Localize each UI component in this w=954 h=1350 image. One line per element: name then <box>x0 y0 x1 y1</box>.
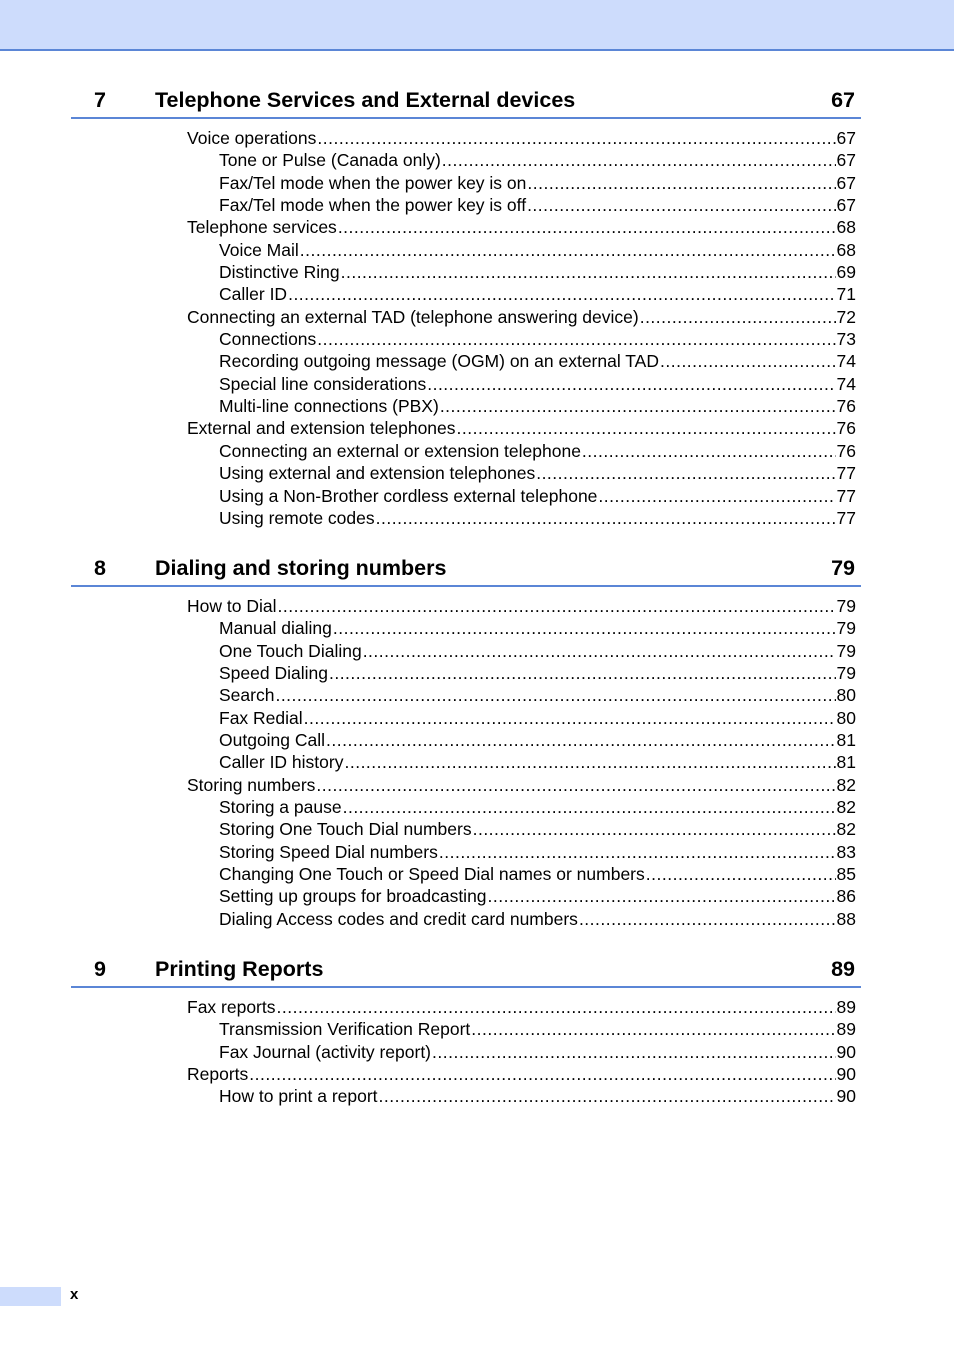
entry-title: Fax/Tel mode when the power key is off <box>219 195 527 216</box>
toc-subsection-entry[interactable] <box>219 1018 856 1040</box>
dot-leader <box>333 617 836 639</box>
toc-subsection-entry[interactable] <box>219 172 856 194</box>
toc-subsection-entry[interactable] <box>219 751 856 773</box>
toc-section-entry[interactable] <box>187 774 856 796</box>
dot-leader <box>527 172 835 194</box>
toc-section-entry[interactable] <box>187 306 856 328</box>
entry-title: Caller ID <box>219 284 288 305</box>
toc-subsection-entry[interactable] <box>219 1085 856 1107</box>
entry-page-number: 89 <box>836 1019 856 1040</box>
entry-page-number: 73 <box>836 329 856 350</box>
footer-tab <box>0 1287 61 1306</box>
toc-subsection-entry[interactable] <box>219 373 856 395</box>
entry-title: Recording outgoing message (OGM) on an external TAD <box>219 351 659 372</box>
toc-subsection-entry[interactable] <box>219 395 856 417</box>
dot-leader <box>598 485 835 507</box>
entry-page-number: 89 <box>836 997 856 1017</box>
entry-title: Fax reports <box>187 997 276 1017</box>
toc-subsection-entry[interactable] <box>219 328 856 350</box>
dot-leader <box>379 1085 836 1107</box>
dot-leader <box>579 908 836 930</box>
toc-subsection-entry[interactable] <box>219 507 856 529</box>
entry-title: Using remote codes <box>219 507 375 528</box>
dot-leader <box>640 306 836 328</box>
dot-leader <box>275 684 835 706</box>
entry-page-number: 68 <box>836 239 856 260</box>
entry-page-number: 82 <box>836 797 856 818</box>
dot-leader <box>376 507 836 529</box>
entry-page-number: 74 <box>836 351 856 372</box>
dot-leader <box>288 283 835 305</box>
chapter-page: 79 <box>831 556 855 580</box>
dot-leader <box>439 841 836 863</box>
dot-leader <box>341 261 836 283</box>
toc-subsection-entry[interactable] <box>219 640 856 662</box>
dot-leader <box>582 440 836 462</box>
entry-page-number: 67 <box>836 172 856 193</box>
entry-page-number: 81 <box>836 752 856 773</box>
dot-leader <box>457 417 836 439</box>
toc-subsection-entry[interactable] <box>219 863 856 885</box>
entry-page-number: 90 <box>836 1041 856 1062</box>
toc-subsection-entry[interactable] <box>219 1041 856 1063</box>
dot-leader <box>304 707 836 729</box>
dot-leader <box>471 1018 835 1040</box>
entry-title: Multi-line connections (PBX) <box>219 396 439 417</box>
entry-title: How to Dial <box>187 596 277 616</box>
dot-leader <box>329 662 836 684</box>
toc-subsection-entry[interactable] <box>219 239 856 261</box>
chapter-page: 67 <box>831 88 855 112</box>
dot-leader <box>646 863 836 885</box>
chapter-number: 8 <box>94 556 106 580</box>
toc-subsection-entry[interactable] <box>219 729 856 751</box>
entry-page-number: 82 <box>836 774 856 795</box>
toc-subsection-entry[interactable] <box>219 440 856 462</box>
entry-page-number: 79 <box>836 596 856 616</box>
chapter-title: Telephone Services and External devices <box>155 88 576 112</box>
entry-page-number: 76 <box>836 418 856 439</box>
entry-page-number: 67 <box>836 195 856 216</box>
entry-page-number: 68 <box>836 217 856 238</box>
toc-subsection-entry[interactable] <box>219 707 856 729</box>
toc-subsection-entry[interactable] <box>219 684 856 706</box>
entry-title: Using a Non-Brother cordless external telephone <box>219 485 598 506</box>
entry-title: Storing numbers <box>187 774 316 795</box>
entry-page-number: 83 <box>836 841 856 862</box>
dot-leader <box>536 462 835 484</box>
toc-section-entry[interactable] <box>187 127 856 149</box>
dot-leader <box>277 996 836 1018</box>
entry-page-number: 72 <box>836 306 856 327</box>
toc-section-entry[interactable] <box>187 996 856 1018</box>
toc-subsection-entry[interactable] <box>219 841 856 863</box>
dot-leader <box>488 885 836 907</box>
toc-subsection-entry[interactable] <box>219 350 856 372</box>
entry-page-number: 81 <box>836 730 856 751</box>
entry-title: Distinctive Ring <box>219 262 340 283</box>
footer-page-label: x <box>70 1286 79 1303</box>
dot-leader <box>660 350 836 372</box>
entry-page-number: 69 <box>836 262 856 283</box>
entry-page-number: 90 <box>836 1064 856 1085</box>
entry-title: Search <box>219 685 275 706</box>
toc-section-entry[interactable] <box>187 1063 856 1085</box>
toc-subsection-entry[interactable] <box>219 283 856 305</box>
dot-leader <box>432 1041 836 1063</box>
toc-subsection-entry[interactable] <box>219 662 856 684</box>
entry-title: Storing Speed Dial numbers <box>219 841 438 862</box>
entry-title: Connecting an external or extension telephone <box>219 440 581 461</box>
dot-leader <box>344 751 835 773</box>
dot-leader <box>326 729 835 751</box>
entry-page-number: 67 <box>836 150 856 171</box>
dot-leader <box>338 216 836 238</box>
entry-title: One Touch Dialing <box>219 640 362 661</box>
entry-title: Setting up groups for broadcasting <box>219 886 487 907</box>
entry-page-number: 80 <box>836 707 856 728</box>
toc-entries <box>71 996 861 1108</box>
entry-title: Telephone services <box>187 217 337 238</box>
entry-title: Tone or Pulse (Canada only) <box>219 150 441 171</box>
entry-page-number: 77 <box>836 463 856 484</box>
entry-title: Using external and extension telephones <box>219 463 536 484</box>
entry-title: Fax Redial <box>219 707 303 728</box>
entry-page-number: 77 <box>836 507 856 528</box>
entry-page-number: 86 <box>836 886 856 907</box>
entry-page-number: 74 <box>836 373 856 394</box>
chapter-7 <box>71 84 861 529</box>
dot-leader <box>427 373 835 395</box>
entry-title: Connecting an external TAD (telephone answering device) <box>187 306 639 327</box>
entry-title: External and extension telephones <box>187 418 456 439</box>
dot-leader <box>440 395 836 417</box>
chapter-heading <box>71 953 861 988</box>
chapter-number: 9 <box>94 957 106 981</box>
dot-leader <box>527 194 835 216</box>
dot-leader <box>363 640 836 662</box>
toc-subsection-entry[interactable] <box>219 818 856 840</box>
entry-title: Fax/Tel mode when the power key is on <box>219 172 527 193</box>
entry-page-number: 71 <box>836 284 856 305</box>
entry-title: How to print a report <box>219 1086 378 1107</box>
toc-section-entry[interactable] <box>187 417 856 439</box>
toc-subsection-entry[interactable] <box>219 617 856 639</box>
toc-subsection-entry[interactable] <box>219 149 856 171</box>
toc-subsection-entry[interactable] <box>219 485 856 507</box>
entry-title: Special line considerations <box>219 373 427 394</box>
entry-title: Dialing Access codes and credit card numbers <box>219 908 578 929</box>
header-band <box>0 0 954 51</box>
entry-page-number: 79 <box>836 640 856 661</box>
entry-title: Caller ID history <box>219 752 344 773</box>
entry-page-number: 67 <box>836 128 856 148</box>
entry-page-number: 85 <box>836 864 856 885</box>
entry-title: Connections <box>219 329 317 350</box>
dot-leader <box>317 328 835 350</box>
toc-subsection-entry[interactable] <box>219 194 856 216</box>
toc-section-entry[interactable] <box>187 216 856 238</box>
dot-leader <box>317 127 835 149</box>
toc-subsection-entry[interactable] <box>219 462 856 484</box>
entry-title: Fax Journal (activity report) <box>219 1041 432 1062</box>
chapter-heading <box>71 84 861 119</box>
chapter-title: Printing Reports <box>155 957 324 981</box>
toc-subsection-entry[interactable] <box>219 261 856 283</box>
entry-title: Storing a pause <box>219 797 342 818</box>
entry-title: Reports <box>187 1064 249 1085</box>
entry-title: Outgoing Call <box>219 730 326 751</box>
chapter-8 <box>71 552 861 930</box>
entry-title: Manual dialing <box>219 618 332 639</box>
entry-page-number: 90 <box>836 1086 856 1107</box>
dot-leader <box>316 774 835 796</box>
chapter-heading <box>71 552 861 587</box>
entry-title: Voice Mail <box>219 239 299 260</box>
toc-subsection-entry[interactable] <box>219 885 856 907</box>
chapter-number: 7 <box>94 88 106 112</box>
dot-leader <box>473 818 836 840</box>
chapter-title: Dialing and storing numbers <box>155 556 447 580</box>
toc-subsection-entry[interactable] <box>219 908 856 930</box>
dot-leader <box>277 595 835 617</box>
entry-page-number: 88 <box>836 908 856 929</box>
chapter-9 <box>71 953 861 1108</box>
entry-page-number: 79 <box>836 618 856 639</box>
entry-page-number: 77 <box>836 485 856 506</box>
entry-title: Voice operations <box>187 128 317 148</box>
entry-title: Transmission Verification Report <box>219 1019 471 1040</box>
toc-entries <box>71 595 861 930</box>
entry-title: Speed Dialing <box>219 663 328 684</box>
chapter-page: 89 <box>831 957 855 981</box>
dot-leader <box>343 796 836 818</box>
entry-page-number: 80 <box>836 685 856 706</box>
dot-leader <box>442 149 836 171</box>
dot-leader <box>300 239 836 261</box>
toc-section-entry[interactable] <box>187 595 856 617</box>
entry-title: Storing One Touch Dial numbers <box>219 819 472 840</box>
toc-subsection-entry[interactable] <box>219 796 856 818</box>
dot-leader <box>249 1063 835 1085</box>
entry-page-number: 79 <box>836 663 856 684</box>
entry-page-number: 76 <box>836 440 856 461</box>
entry-page-number: 82 <box>836 819 856 840</box>
entry-page-number: 76 <box>836 396 856 417</box>
toc-entries <box>71 127 861 529</box>
entry-title: Changing One Touch or Speed Dial names or numbers <box>219 864 645 885</box>
